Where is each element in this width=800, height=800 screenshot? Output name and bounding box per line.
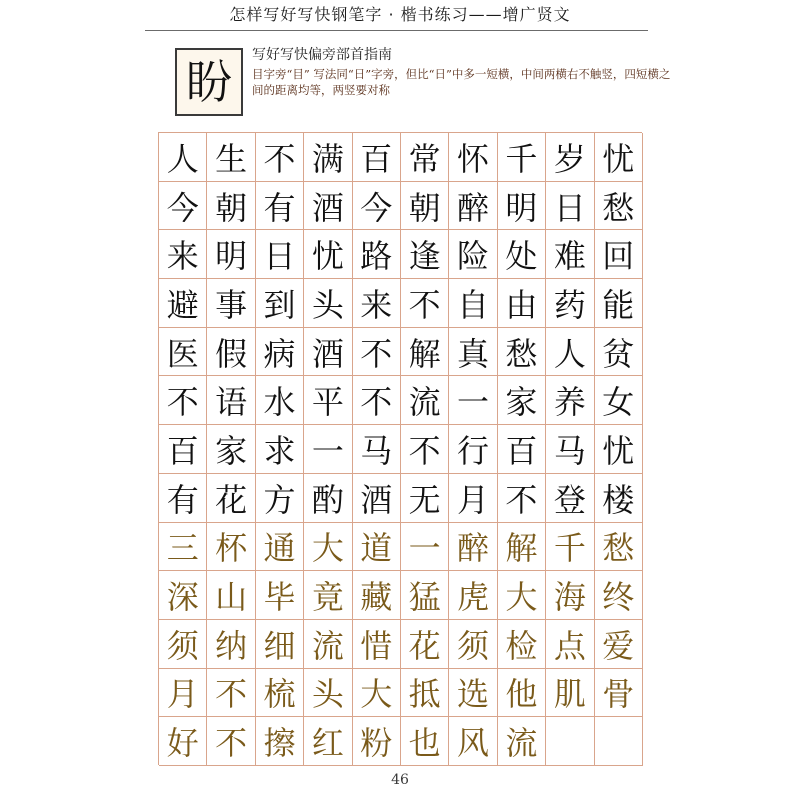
grid-cell: 终 bbox=[595, 571, 643, 620]
grid-cell: 自 bbox=[449, 279, 497, 328]
grid-cell: 细 bbox=[256, 620, 304, 669]
grid-cell: 竟 bbox=[304, 571, 352, 620]
grid-cell: 花 bbox=[207, 474, 255, 523]
grid-cell: 马 bbox=[353, 425, 401, 474]
grid-cell: 醉 bbox=[449, 523, 497, 572]
grid-cell: 岁 bbox=[546, 133, 594, 182]
grid-cell: 忧 bbox=[595, 133, 643, 182]
grid-cell: 擦 bbox=[256, 717, 304, 766]
grid-cell: 医 bbox=[159, 328, 207, 377]
grid-cell: 一 bbox=[449, 376, 497, 425]
grid-cell bbox=[546, 717, 594, 766]
guide-description: 目字旁“目” 写法同“日”字旁，但比“日”中多一短横，中间两横右不触竖，四短横之间的距离均等，两竖要对称 bbox=[252, 67, 671, 97]
grid-cell: 解 bbox=[498, 523, 546, 572]
grid-cell: 语 bbox=[207, 376, 255, 425]
grid-cell: 不 bbox=[353, 376, 401, 425]
grid-cell: 酒 bbox=[353, 474, 401, 523]
grid-cell bbox=[595, 717, 643, 766]
grid-cell: 酌 bbox=[304, 474, 352, 523]
grid-cell: 有 bbox=[159, 474, 207, 523]
grid-cell: 猛 bbox=[401, 571, 449, 620]
grid-cell: 愁 bbox=[595, 523, 643, 572]
grid-cell: 须 bbox=[449, 620, 497, 669]
grid-cell: 梳 bbox=[256, 669, 304, 718]
grid-cell: 朝 bbox=[207, 182, 255, 231]
grid-cell: 事 bbox=[207, 279, 255, 328]
grid-cell: 愁 bbox=[595, 182, 643, 231]
grid-cell: 不 bbox=[159, 376, 207, 425]
grid-cell: 好 bbox=[159, 717, 207, 766]
grid-cell: 一 bbox=[401, 523, 449, 572]
grid-cell: 通 bbox=[256, 523, 304, 572]
grid-cell: 行 bbox=[449, 425, 497, 474]
grid-cell: 避 bbox=[159, 279, 207, 328]
grid-cell: 病 bbox=[256, 328, 304, 377]
grid-cell: 人 bbox=[546, 328, 594, 377]
grid-cell: 解 bbox=[401, 328, 449, 377]
grid-cell: 生 bbox=[207, 133, 255, 182]
page-number: 46 bbox=[391, 772, 409, 788]
grid-cell: 明 bbox=[498, 182, 546, 231]
grid-cell: 大 bbox=[304, 523, 352, 572]
grid-cell: 也 bbox=[401, 717, 449, 766]
grid-cell: 检 bbox=[498, 620, 546, 669]
grid-cell: 今 bbox=[353, 182, 401, 231]
grid-cell: 流 bbox=[304, 620, 352, 669]
grid-cell: 愁 bbox=[498, 328, 546, 377]
grid-cell: 三 bbox=[159, 523, 207, 572]
grid-cell: 酒 bbox=[304, 182, 352, 231]
grid-cell: 回 bbox=[595, 230, 643, 279]
header-divider bbox=[145, 30, 648, 31]
grid-cell: 难 bbox=[546, 230, 594, 279]
grid-cell: 海 bbox=[546, 571, 594, 620]
grid-cell: 来 bbox=[353, 279, 401, 328]
grid-cell: 不 bbox=[401, 279, 449, 328]
grid-cell: 不 bbox=[498, 474, 546, 523]
grid-cell: 能 bbox=[595, 279, 643, 328]
guide-example-box bbox=[175, 48, 243, 116]
grid-cell: 不 bbox=[207, 717, 255, 766]
grid-cell: 骨 bbox=[595, 669, 643, 718]
grid-cell: 常 bbox=[401, 133, 449, 182]
grid-cell: 花 bbox=[401, 620, 449, 669]
grid-cell: 楼 bbox=[595, 474, 643, 523]
grid-cell: 朝 bbox=[401, 182, 449, 231]
grid-cell: 点 bbox=[546, 620, 594, 669]
grid-cell: 逢 bbox=[401, 230, 449, 279]
grid-cell: 不 bbox=[256, 133, 304, 182]
grid-cell: 养 bbox=[546, 376, 594, 425]
grid-cell: 大 bbox=[353, 669, 401, 718]
grid-cell: 平 bbox=[304, 376, 352, 425]
grid-cell: 登 bbox=[546, 474, 594, 523]
grid-cell: 藏 bbox=[353, 571, 401, 620]
grid-cell: 千 bbox=[546, 523, 594, 572]
grid-cell: 处 bbox=[498, 230, 546, 279]
grid-cell: 道 bbox=[353, 523, 401, 572]
grid-cell: 纳 bbox=[207, 620, 255, 669]
grid-cell: 有 bbox=[256, 182, 304, 231]
grid-cell: 药 bbox=[546, 279, 594, 328]
grid-cell: 不 bbox=[401, 425, 449, 474]
grid-cell: 水 bbox=[256, 376, 304, 425]
grid-cell: 满 bbox=[304, 133, 352, 182]
grid-cell: 惜 bbox=[353, 620, 401, 669]
page-header-title: 怎样写好写快钢笔字 · 楷书练习——增广贤文 bbox=[229, 5, 571, 24]
grid-cell: 虎 bbox=[449, 571, 497, 620]
grid-cell: 求 bbox=[256, 425, 304, 474]
grid-cell: 抵 bbox=[401, 669, 449, 718]
guide-title: 写好写快偏旁部首指南 bbox=[252, 47, 392, 63]
grid-cell: 千 bbox=[498, 133, 546, 182]
grid-cell: 无 bbox=[401, 474, 449, 523]
grid-cell: 女 bbox=[595, 376, 643, 425]
grid-cell: 方 bbox=[256, 474, 304, 523]
guide-example-char: 盼 bbox=[186, 55, 232, 109]
grid-cell: 到 bbox=[256, 279, 304, 328]
grid-cell: 来 bbox=[159, 230, 207, 279]
grid-cell: 选 bbox=[449, 669, 497, 718]
grid-cell: 真 bbox=[449, 328, 497, 377]
grid-cell: 假 bbox=[207, 328, 255, 377]
grid-cell: 大 bbox=[498, 571, 546, 620]
grid-cell: 流 bbox=[401, 376, 449, 425]
grid-cell: 怀 bbox=[449, 133, 497, 182]
grid-cell: 路 bbox=[353, 230, 401, 279]
grid-cell: 不 bbox=[207, 669, 255, 718]
grid-cell: 山 bbox=[207, 571, 255, 620]
grid-cell: 百 bbox=[353, 133, 401, 182]
grid-cell: 头 bbox=[304, 279, 352, 328]
grid-cell: 贫 bbox=[595, 328, 643, 377]
grid-cell: 家 bbox=[207, 425, 255, 474]
grid-cell: 爱 bbox=[595, 620, 643, 669]
grid-cell: 毕 bbox=[256, 571, 304, 620]
grid-cell: 头 bbox=[304, 669, 352, 718]
grid-cell: 忧 bbox=[595, 425, 643, 474]
grid-cell: 一 bbox=[304, 425, 352, 474]
grid-cell: 险 bbox=[449, 230, 497, 279]
grid-cell: 不 bbox=[353, 328, 401, 377]
grid-cell: 醉 bbox=[449, 182, 497, 231]
grid-cell: 酒 bbox=[304, 328, 352, 377]
grid-cell: 红 bbox=[304, 717, 352, 766]
grid-cell: 家 bbox=[498, 376, 546, 425]
grid-cell: 须 bbox=[159, 620, 207, 669]
grid-cell: 月 bbox=[159, 669, 207, 718]
practice-grid bbox=[158, 132, 642, 765]
grid-cell: 风 bbox=[449, 717, 497, 766]
grid-cell: 日 bbox=[256, 230, 304, 279]
grid-cell: 百 bbox=[498, 425, 546, 474]
grid-cell: 明 bbox=[207, 230, 255, 279]
grid-cell: 今 bbox=[159, 182, 207, 231]
grid-cell: 他 bbox=[498, 669, 546, 718]
grid-cell: 忧 bbox=[304, 230, 352, 279]
grid-cell: 由 bbox=[498, 279, 546, 328]
grid-cell: 流 bbox=[498, 717, 546, 766]
grid-cell: 肌 bbox=[546, 669, 594, 718]
grid-cell: 日 bbox=[546, 182, 594, 231]
grid-cell: 深 bbox=[159, 571, 207, 620]
grid-cell: 马 bbox=[546, 425, 594, 474]
grid-cell: 百 bbox=[159, 425, 207, 474]
grid-cell: 月 bbox=[449, 474, 497, 523]
grid-cell: 杯 bbox=[207, 523, 255, 572]
grid-cell: 粉 bbox=[353, 717, 401, 766]
grid-cell: 人 bbox=[159, 133, 207, 182]
